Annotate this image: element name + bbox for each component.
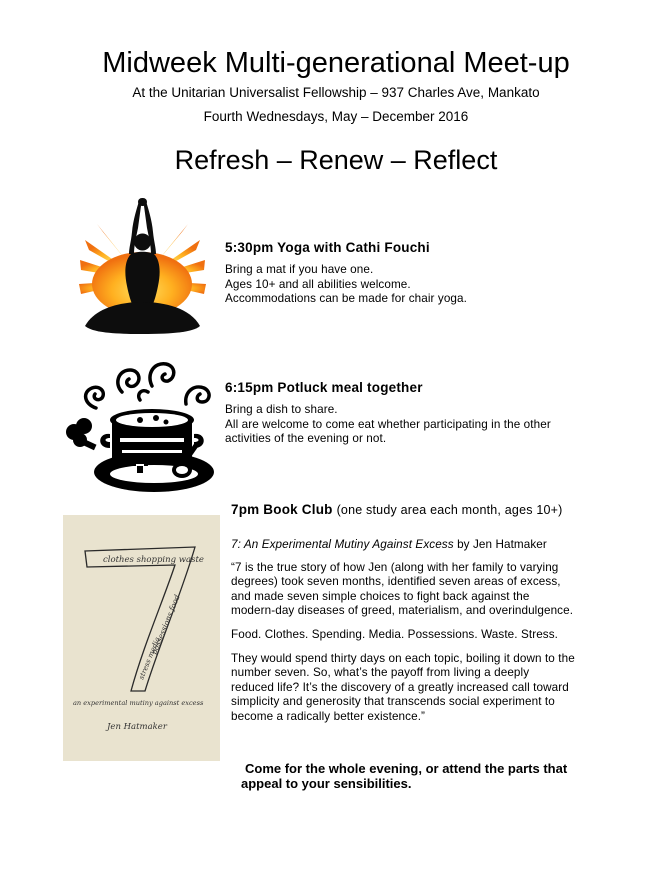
book-author: by Jen Hatmaker xyxy=(457,538,547,551)
book-quote: “7 is the true story of how Jen (along with her family to varying degrees) took seven months, identified seven areas of excess, and made seven simple choices to fight back against the modern-day diseases of greed, materialism, and overindulgence. xyxy=(231,560,574,618)
yoga-line: Bring a mat if you have one. xyxy=(225,263,374,276)
cover-subtitle: an experimental mutiny against excess xyxy=(73,699,204,707)
schedule-line: Fourth Wednesdays, May – December 2016 xyxy=(203,109,469,124)
yoga-pose-icon xyxy=(75,198,210,338)
potluck-line: activities of the evening or not. xyxy=(225,432,387,446)
book-club-details xyxy=(231,538,631,734)
cover-author: Jen Hatmaker xyxy=(107,722,167,732)
yoga-line: Ages 10+ and all abilities welcome. xyxy=(225,277,411,291)
yoga-heading: 5:30pm Yoga with Cathi Fouchi xyxy=(225,240,430,255)
book-title: 7: An Experimental Mutiny Against Excess xyxy=(231,538,454,551)
potluck-line: All are welcome to come eat whether participating in the other xyxy=(225,417,551,431)
yoga-details xyxy=(225,263,625,307)
cover-words-top: clothes shopping waste xyxy=(103,555,204,565)
book-club-heading xyxy=(231,501,563,519)
book-list: Food. Clothes. Spending. Media. Possessions. Waste. Stress. xyxy=(231,627,559,641)
book-title-line xyxy=(231,538,631,553)
cover-words-stress: stress media xyxy=(137,636,162,681)
book-club-time: 7pm Book Club xyxy=(231,502,333,517)
potluck-heading: 6:15pm Potluck meal together xyxy=(225,380,423,395)
closing-line: appeal to your sensibilities. xyxy=(241,776,412,791)
book-closing-quote: They would spend thirty days on each topic, boiling it down to the number seven. So, what’s the payoff from living a deeply reduced life? It’s the discovery of a greatly increased call toward simplicity and generosity that transcends social experiment to become a radically better existence.” xyxy=(231,651,575,723)
location-line: At the Unitarian Universalist Fellowship – 937 Charles Ave, Mankato xyxy=(132,85,540,100)
book-cover xyxy=(63,515,220,761)
closing-note xyxy=(241,761,621,791)
page-title: Midweek Multi-generational Meet-up xyxy=(102,47,570,79)
potluck-details xyxy=(225,403,645,447)
yoga-line: Accommodations can be made for chair yoga. xyxy=(225,292,467,306)
soup-pot-icon xyxy=(62,354,220,496)
cover-words-mid: possessions food xyxy=(149,593,182,656)
closing-line: Come for the whole evening, or attend the parts that xyxy=(245,761,568,776)
book-club-note: (one study area each month, ages 10+) xyxy=(336,503,563,517)
potluck-line: Bring a dish to share. xyxy=(225,403,338,416)
book-cover-art xyxy=(63,515,220,761)
motto: Refresh – Renew – Reflect xyxy=(174,145,498,175)
